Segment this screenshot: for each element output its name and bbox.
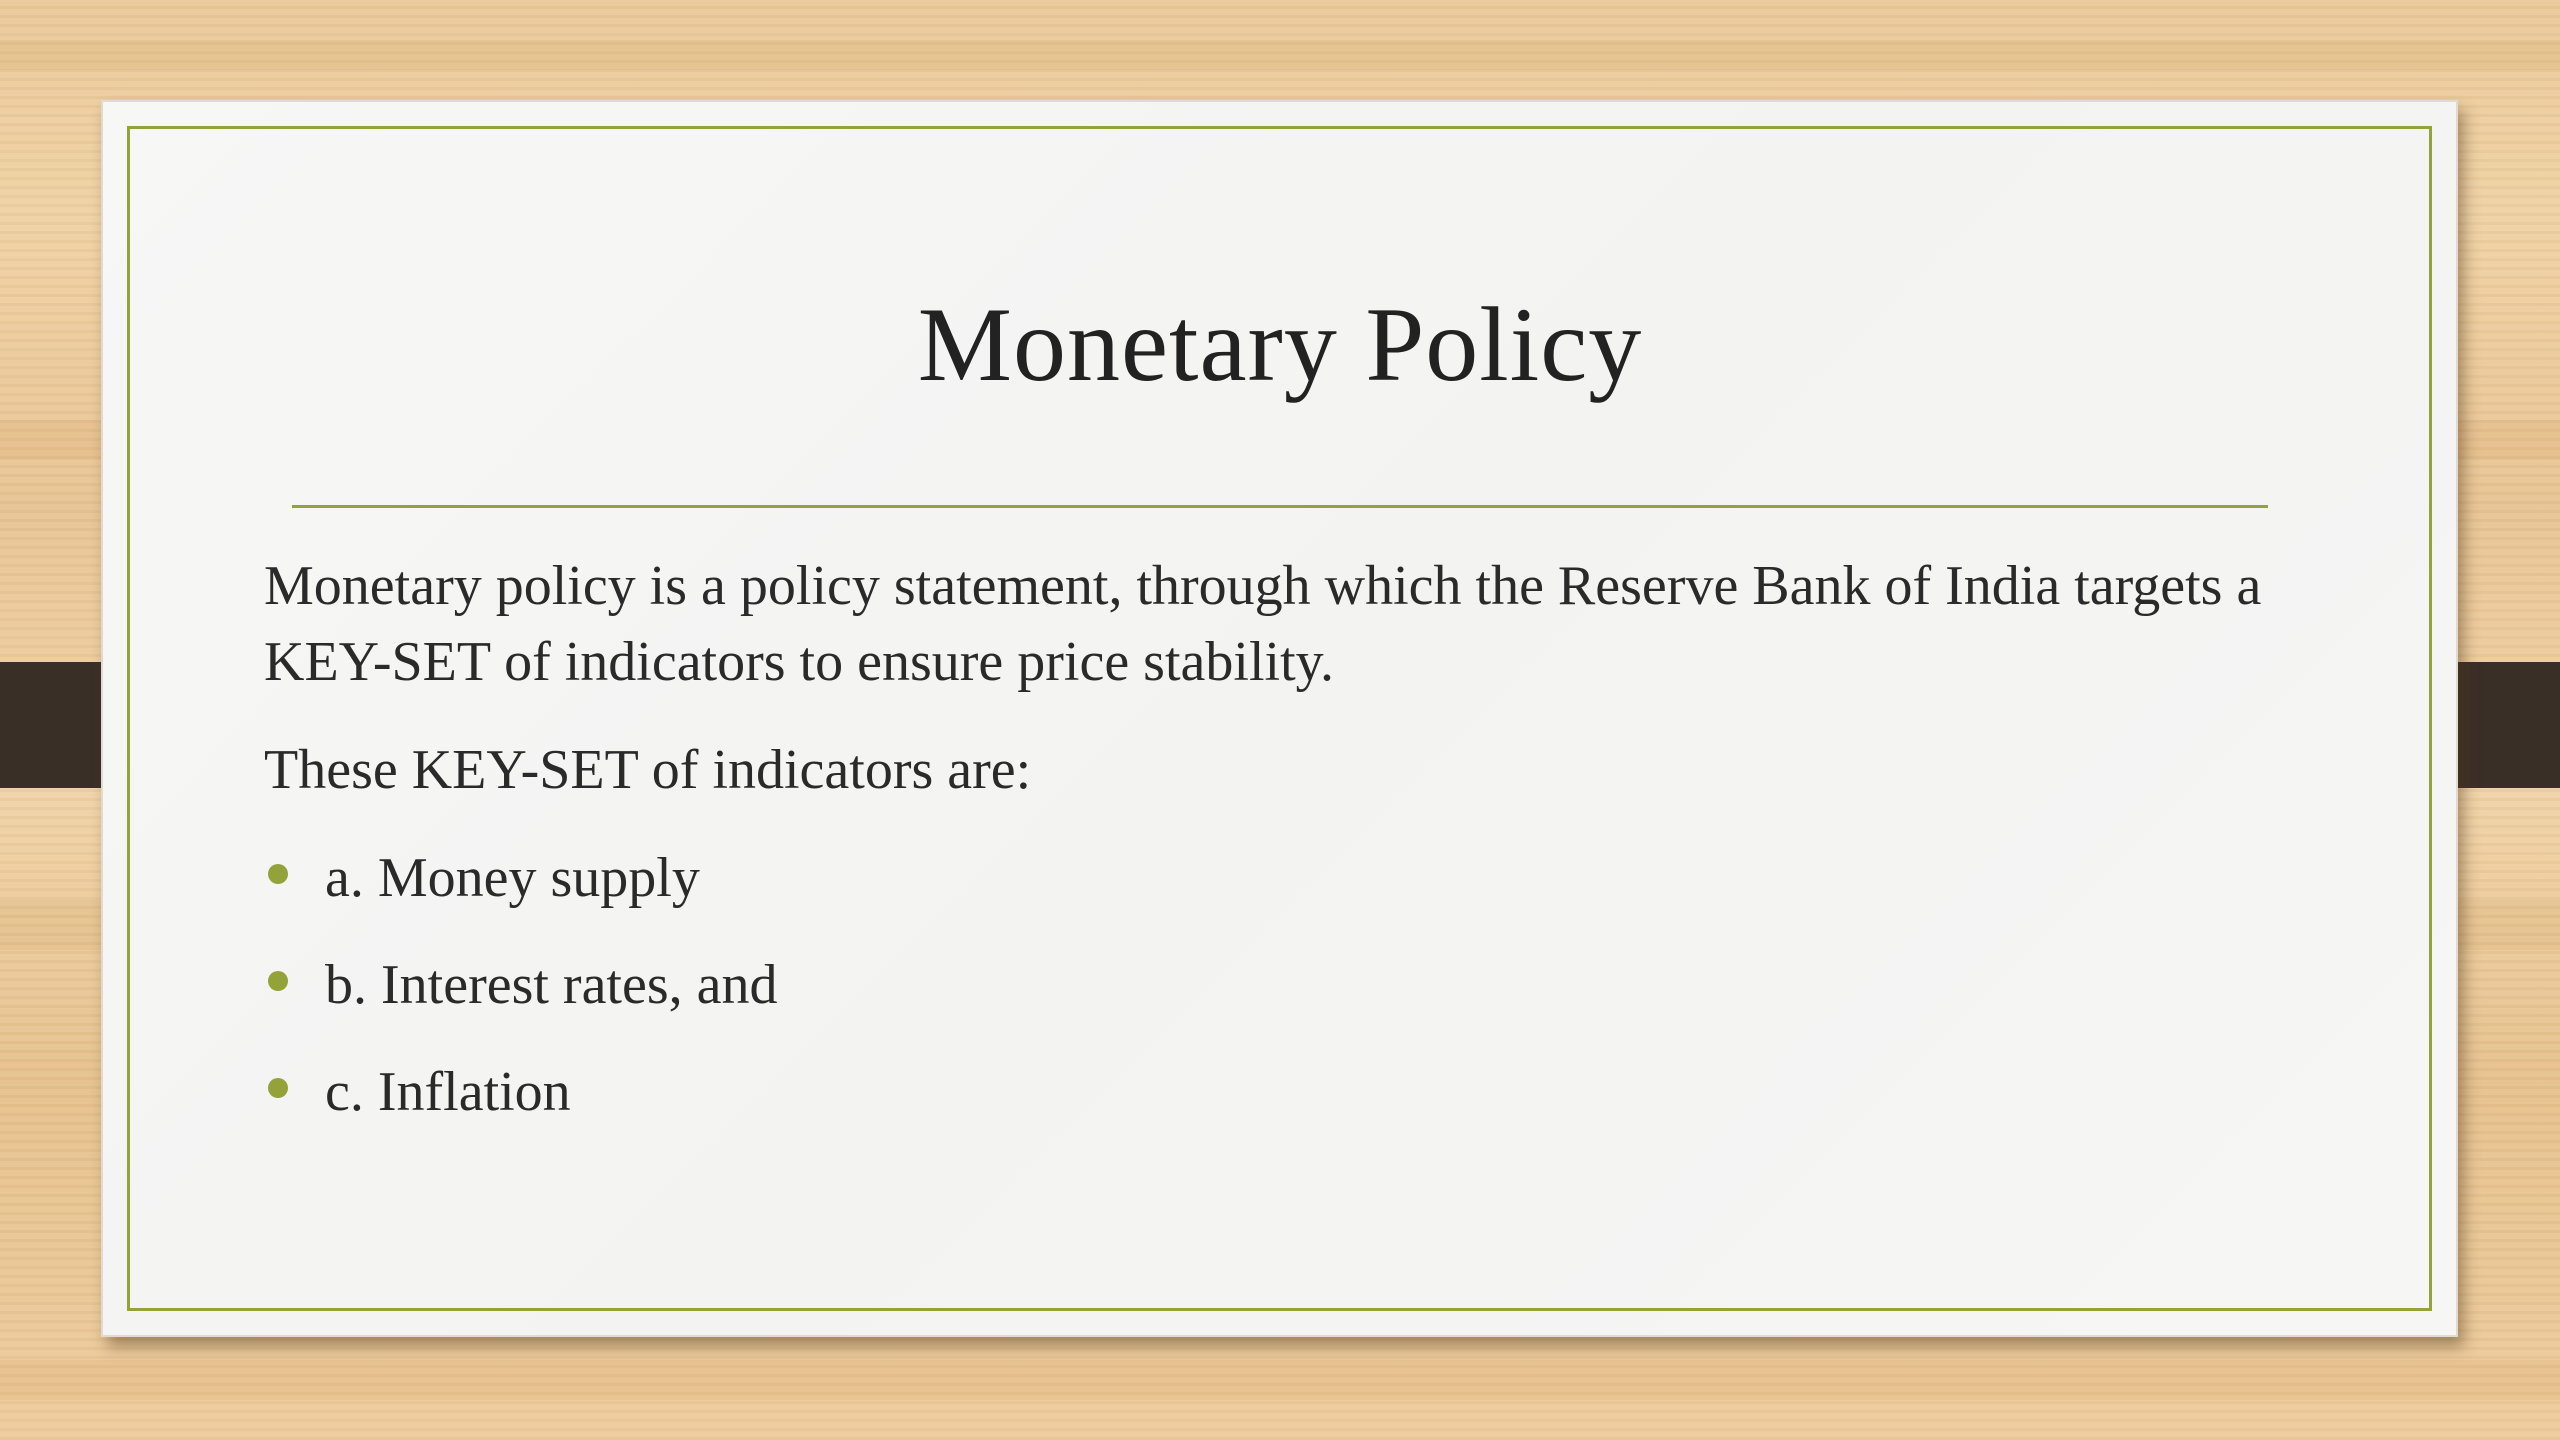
list-item-text: a. Money supply [325, 847, 700, 909]
wood-grain [0, 40, 2560, 70]
list-item-text: b. Interest rates, and [325, 954, 778, 1016]
slide-title: Monetary Policy [917, 286, 1643, 403]
indicators-heading: These KEY-SET of indicators are: [264, 739, 1032, 801]
list-item-text: c. Inflation [325, 1061, 571, 1123]
bullet-icon [268, 1078, 288, 1098]
title-divider [292, 505, 2268, 508]
wood-grain [0, 1360, 2560, 1400]
intro-paragraph: Monetary policy is a policy statement, through which the Reserve Bank of India targets a KEY-SET of indicators to ensure price stability. [264, 555, 2262, 693]
bullet-icon [268, 864, 288, 884]
bullet-icon [268, 971, 288, 991]
